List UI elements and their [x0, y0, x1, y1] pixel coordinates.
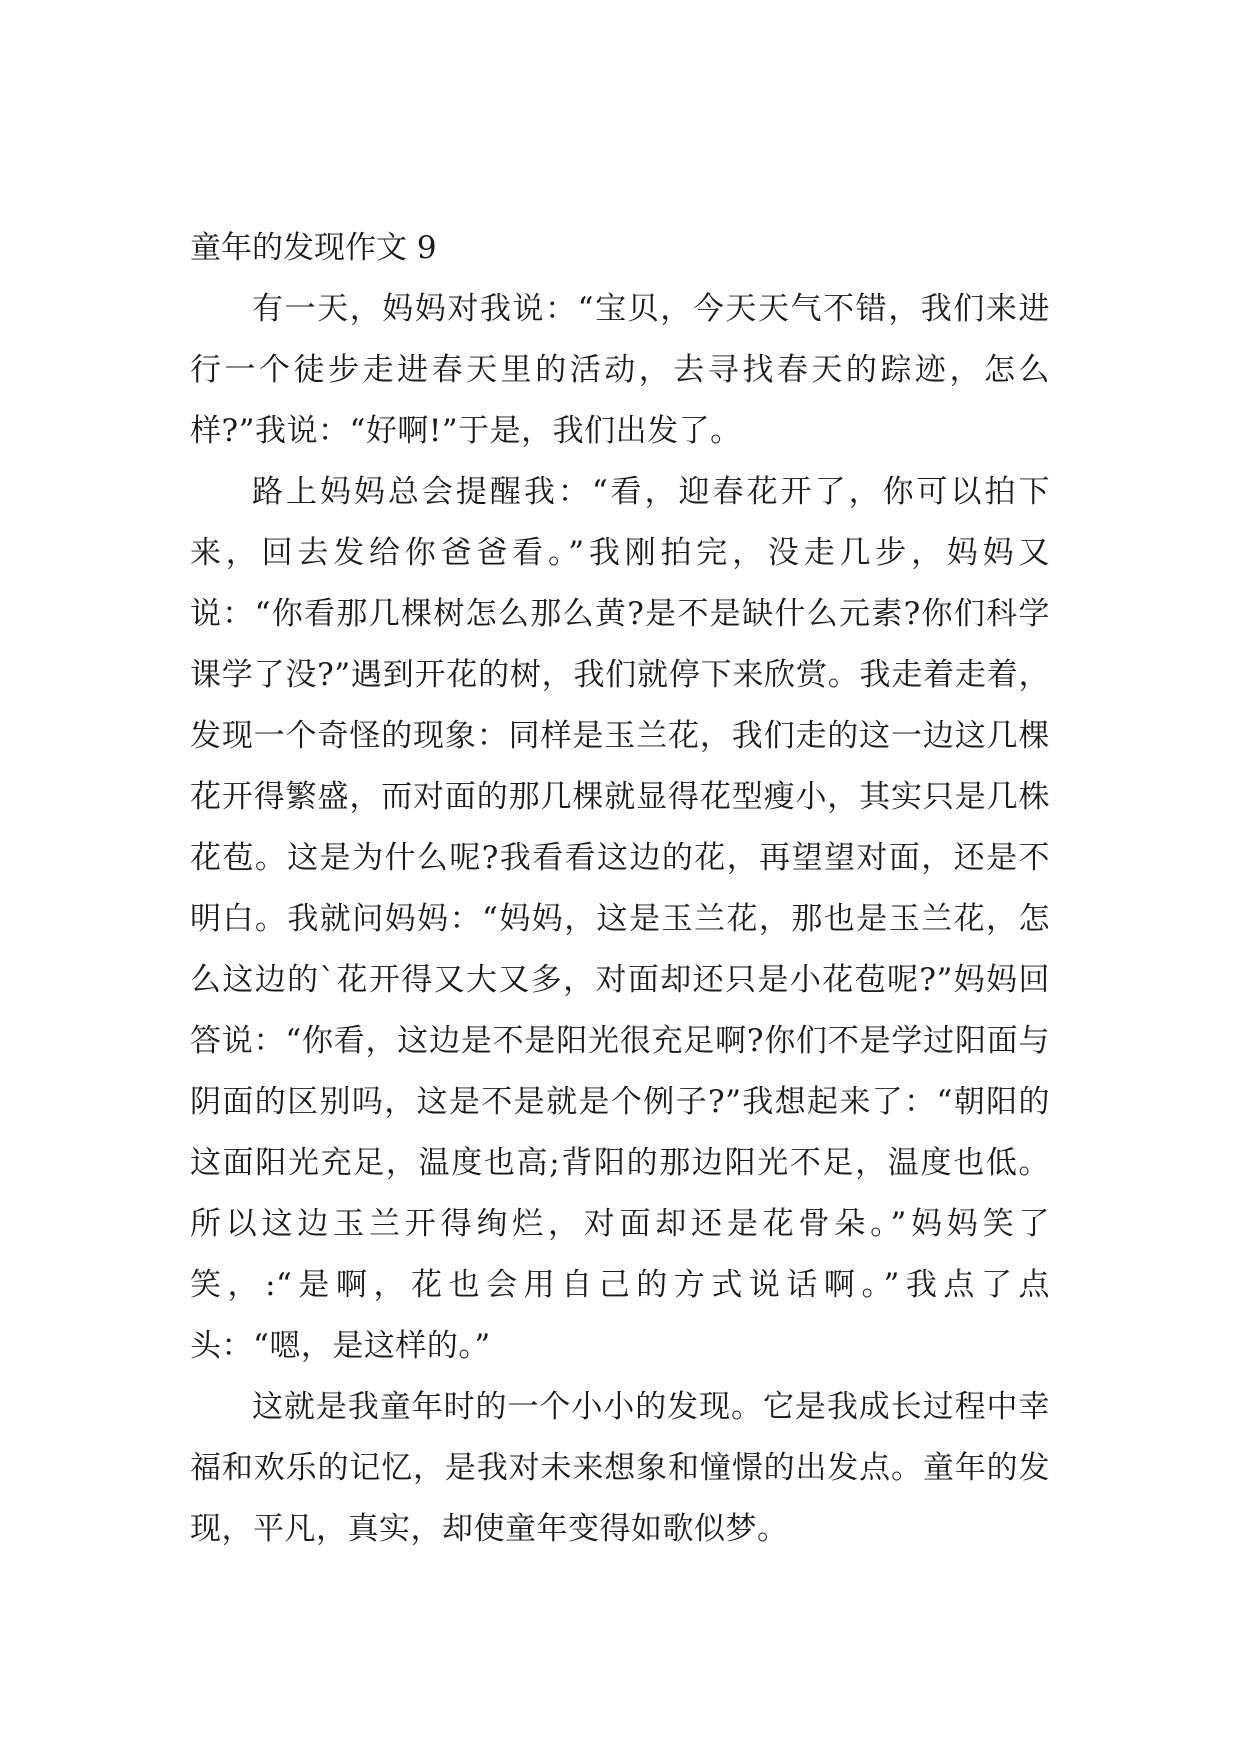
paragraph-2: 路上妈妈总会提醒我：“看，迎春花开了，你可以拍下来，回去发给你爸爸看。”我刚拍完，没走几步，妈妈又说：“你看那几棵树怎么那么黄?是不是缺什么元素?你们科学课学了没?”遇到开花的树，我们就停下来欣赏。我走着走着，发现一个奇怪的现象：同样是玉兰花，我们走的这一边这几棵花开得繁盛，而对面的那几棵就显得花型瘦小，其实只是几株花苞。这是为什么呢?我看看这边的花，再望望对面，还是不明白。我就问妈妈：“妈妈，这是玉兰花，那也是玉兰花，怎么这边的`花开得又大又多，对面却还只是小花苞呢?”妈妈回答说：“你看，这边是不是阳光很充足啊?你们不是学过阳面与阴面的区别吗，这是不是就是个例子?”我想起来了：“朝阳的这面阳光充足，温度也高;背阳的那边阳光不足，温度也低。所以这边玉兰开得绚烂，对面却还是花骨朵。”妈妈笑了笑，:“是啊，花也会用自己的方式说话啊。”我点了点头：“嗯，是这样的。” — [190, 474, 1050, 1364]
document-body — [190, 218, 1050, 1560]
paragraph-1: 有一天，妈妈对我说：“宝贝，今天天气不错，我们来进行一个徒步走进春天里的活动，去寻找春天的踪迹，怎么样?”我说：“好啊!”于是，我们出发了。 — [190, 291, 1050, 449]
document-title: 童年的发现作文 9 — [190, 230, 437, 266]
paragraph-3: 这就是我童年时的一个小小的发现。它是我成长过程中幸福和欢乐的记忆，是我对未来想象和憧憬的出发点。童年的发现，平凡，真实，却使童年变得如歌似梦。 — [190, 1389, 1050, 1547]
